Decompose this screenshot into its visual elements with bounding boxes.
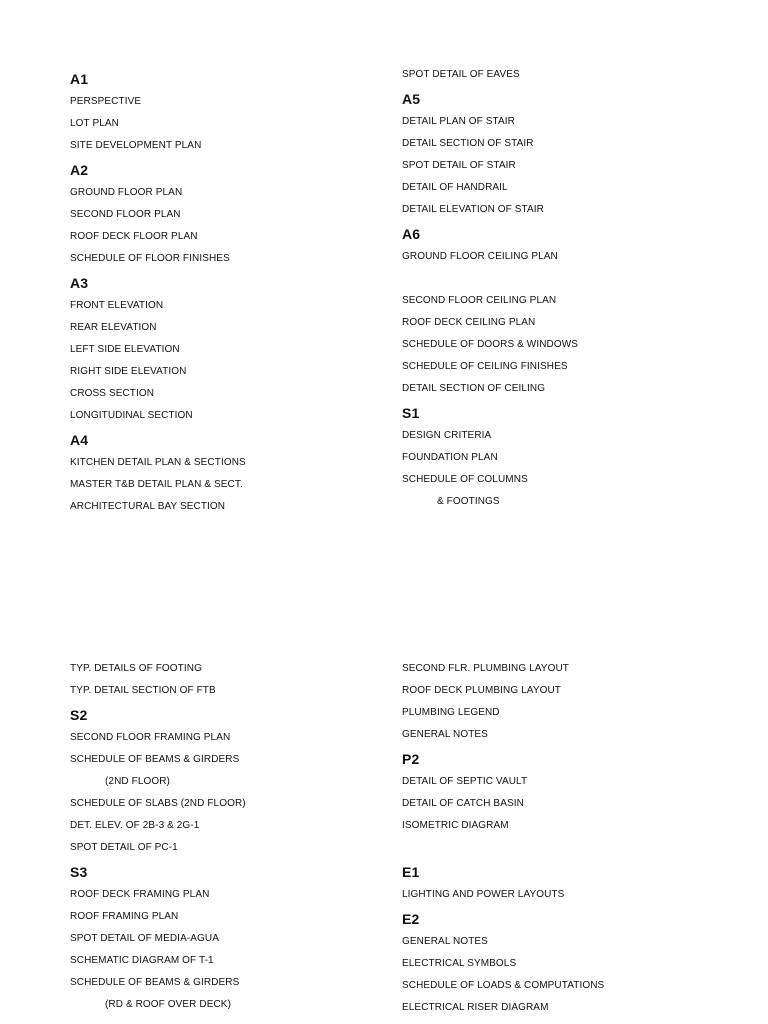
sheet-item: SCHEDULE OF LOADS & COMPUTATIONS (402, 980, 605, 991)
sheet-item: SCHEDULE OF DOORS & WINDOWS (402, 339, 579, 350)
sheet-item: SECOND FLOOR FRAMING PLAN (70, 732, 231, 743)
sheet-item: RIGHT SIDE ELEVATION (70, 366, 187, 377)
sheet-item: LONGITUDINAL SECTION (70, 410, 193, 421)
sheet-item: SCHEDULE OF COLUMNS (402, 474, 528, 485)
sheet-item: SCHEDULE OF SLABS (2ND FLOOR) (70, 798, 246, 809)
sheet-item: ROOF DECK FRAMING PLAN (70, 889, 210, 900)
sheet-item: ROOF DECK CEILING PLAN (402, 317, 536, 328)
sheet-item: PERSPECTIVE (70, 96, 142, 107)
sheet-item: LIGHTING AND POWER LAYOUTS (402, 889, 565, 900)
sheet-item: DETAIL OF HANDRAIL (402, 182, 508, 193)
sheet-item-continuation: (2ND FLOOR) (105, 776, 170, 787)
sheet-item: ROOF DECK PLUMBING LAYOUT (402, 685, 562, 696)
sheet-item: FRONT ELEVATION (70, 300, 164, 311)
sheet-item: SCHEDULE OF FLOOR FINISHES (70, 253, 230, 264)
sheet-item: GENERAL NOTES (402, 729, 488, 740)
sheet-item: CROSS SECTION (70, 388, 155, 399)
sheet-item: DETAIL SECTION OF STAIR (402, 138, 534, 149)
sheet-heading-a3: A3 (70, 274, 89, 291)
sheet-item: ROOF FRAMING PLAN (70, 911, 179, 922)
sheet-item: REAR ELEVATION (70, 322, 157, 333)
sheet-heading-s2: S2 (70, 706, 88, 723)
sheet-item: SECOND FLR. PLUMBING LAYOUT (402, 663, 569, 674)
sheet-heading-e2: E2 (402, 910, 420, 927)
sheet-heading-e1: E1 (402, 863, 420, 880)
sheet-item: GENERAL NOTES (402, 936, 488, 947)
sheet-item: SPOT DETAIL OF PC-1 (70, 842, 178, 853)
sheet-item: GROUND FLOOR CEILING PLAN (402, 251, 558, 262)
sheet-heading-s3: S3 (70, 863, 88, 880)
sheet-item: SECOND FLOOR CEILING PLAN (402, 295, 557, 306)
sheet-item: DETAIL ELEVATION OF STAIR (402, 204, 544, 215)
sheet-item: TYP. DETAIL SECTION OF FTB (70, 685, 216, 696)
sheet-heading-s1: S1 (402, 404, 420, 421)
sheet-item: SCHEDULE OF BEAMS & GIRDERS (70, 754, 240, 765)
sheet-item: PLUMBING LEGEND (402, 707, 500, 718)
sheet-item: SITE DEVELOPMENT PLAN (70, 140, 202, 151)
sheet-item: ELECTRICAL RISER DIAGRAM (402, 1002, 549, 1013)
sheet-item: ARCHITECTURAL BAY SECTION (70, 501, 226, 512)
sheet-item: SECOND FLOOR PLAN (70, 209, 181, 220)
sheet-index-top-right (402, 64, 702, 513)
sheet-item: ROOF DECK FLOOR PLAN (70, 231, 198, 242)
sheet-item: DESIGN CRITERIA (402, 430, 492, 441)
sheet-index-bottom-right (402, 658, 702, 1019)
sheet-item: DETAIL OF SEPTIC VAULT (402, 776, 528, 787)
sheet-item: DETAIL PLAN OF STAIR (402, 116, 515, 127)
sheet-heading-p2: P2 (402, 750, 420, 767)
sheet-index-top-left (70, 66, 370, 518)
sheet-item: SPOT DETAIL OF EAVES (402, 69, 520, 80)
sheet-item: SCHEMATIC DIAGRAM OF T-1 (70, 955, 214, 966)
sheet-heading-a4: A4 (70, 431, 89, 448)
sheet-item: ISOMETRIC DIAGRAM (402, 820, 509, 831)
sheet-item: MASTER T&B DETAIL PLAN & SECT. (70, 479, 243, 490)
sheet-item: SPOT DETAIL OF MEDIA-AGUA (70, 933, 220, 944)
sheet-item-continuation: (RD & ROOF OVER DECK) (105, 999, 231, 1010)
blank-line (402, 837, 702, 859)
sheet-item: FOUNDATION PLAN (402, 452, 498, 463)
sheet-item: DET. ELEV. OF 2B-3 & 2G-1 (70, 820, 200, 831)
sheet-item: LEFT SIDE ELEVATION (70, 344, 180, 355)
sheet-heading-a2: A2 (70, 161, 89, 178)
sheet-item: TYP. DETAILS OF FOOTING (70, 663, 202, 674)
sheet-item: SCHEDULE OF CEILING FINISHES (402, 361, 568, 372)
sheet-heading-a5: A5 (402, 90, 421, 107)
sheet-index-bottom-left (70, 658, 370, 1016)
sheet-item-continuation: & FOOTINGS (437, 496, 500, 507)
sheet-item: DETAIL OF CATCH BASIN (402, 798, 524, 809)
sheet-item: KITCHEN DETAIL PLAN & SECTIONS (70, 457, 246, 468)
sheet-heading-a6: A6 (402, 225, 421, 242)
blank-line (402, 268, 702, 290)
sheet-item: ELECTRICAL SYMBOLS (402, 958, 517, 969)
sheet-item: GROUND FLOOR PLAN (70, 187, 183, 198)
sheet-item: DETAIL SECTION OF CEILING (402, 383, 546, 394)
sheet-item: SPOT DETAIL OF STAIR (402, 160, 516, 171)
sheet-heading-a1: A1 (70, 70, 89, 87)
sheet-item: SCHEDULE OF BEAMS & GIRDERS (70, 977, 240, 988)
sheet-item: LOT PLAN (70, 118, 119, 129)
